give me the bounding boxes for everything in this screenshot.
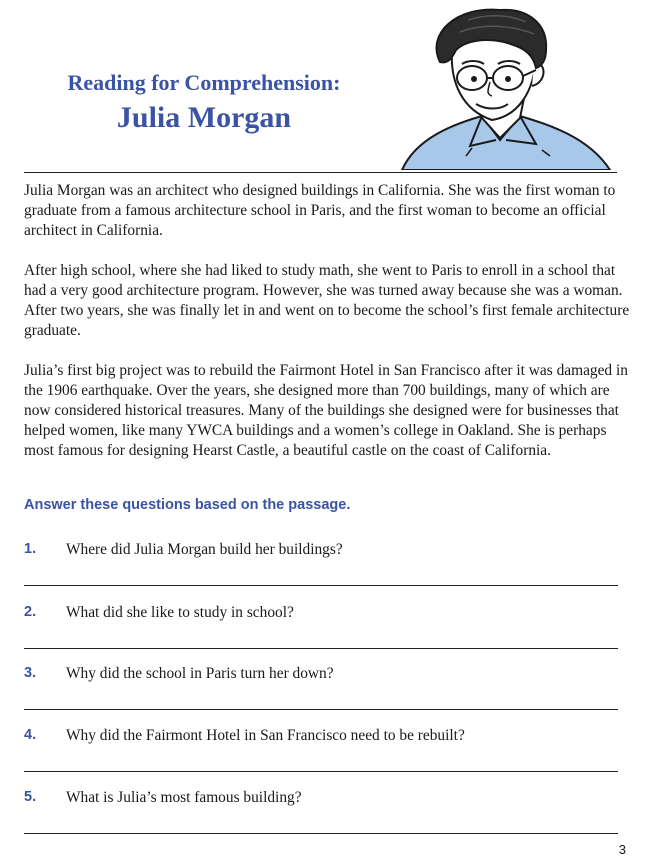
question-item [24, 789, 620, 849]
header-divider [24, 172, 617, 173]
passage-paragraph: Julia’s first big project was to rebuild the Fairmont Hotel in San Francisco after it was damaged in the 1906 earthquake. Over the years, she designed more than 700 buildings, many of which are now considered historical treasures. Many of the buildings she designed were for businesses that helped women, like many YWCA buildings and a women’s college in Oakland. She is perhaps most famous for designing Hearst Castle, a beautiful castle on the coast of California. [24, 362, 628, 459]
question-text: Why did the Fairmont Hotel in San Francisco need to be rebuilt? [66, 727, 465, 744]
question-item [24, 727, 620, 787]
question-text: What is Julia’s most famous building? [66, 789, 302, 806]
question-number: 4. [24, 727, 37, 743]
answer-line[interactable] [24, 771, 618, 772]
answer-line[interactable] [24, 585, 618, 586]
worksheet-title: Reading for Comprehension: [67, 70, 341, 95]
question-item [24, 665, 620, 725]
question-item [24, 604, 620, 664]
page-number: 3 [618, 842, 626, 857]
question-instructions: Answer these questions based on the passage. [24, 497, 351, 513]
answer-line[interactable] [24, 648, 618, 649]
answer-line[interactable] [24, 833, 618, 834]
worksheet-subject-title: Julia Morgan [116, 101, 292, 134]
question-number: 2. [24, 604, 37, 620]
question-text: What did she like to study in school? [66, 604, 294, 621]
question-number: 5. [24, 789, 37, 805]
question-text: Why did the school in Paris turn her down? [66, 665, 334, 682]
answer-line[interactable] [24, 709, 618, 710]
question-text: Where did Julia Morgan build her buildings? [66, 541, 343, 558]
reading-passage [24, 181, 632, 481]
question-number: 3. [24, 665, 37, 681]
worksheet-header [0, 0, 650, 172]
question-item [24, 541, 620, 601]
julia-morgan-portrait-icon [396, 6, 618, 170]
passage-paragraph: After high school, where she had liked to study math, she went to Paris to enroll in a school that had a very good architecture program. However, she was turned away because she was a woman. After two years, she was finally let in and went on to become the school’s first female architecture graduate. [24, 262, 630, 339]
passage-paragraph: Julia Morgan was an architect who designed buildings in California. She was the first woman to graduate from a famous architecture school in Paris, and the first woman to become an official architect in California. [24, 182, 616, 239]
question-number: 1. [24, 541, 37, 557]
